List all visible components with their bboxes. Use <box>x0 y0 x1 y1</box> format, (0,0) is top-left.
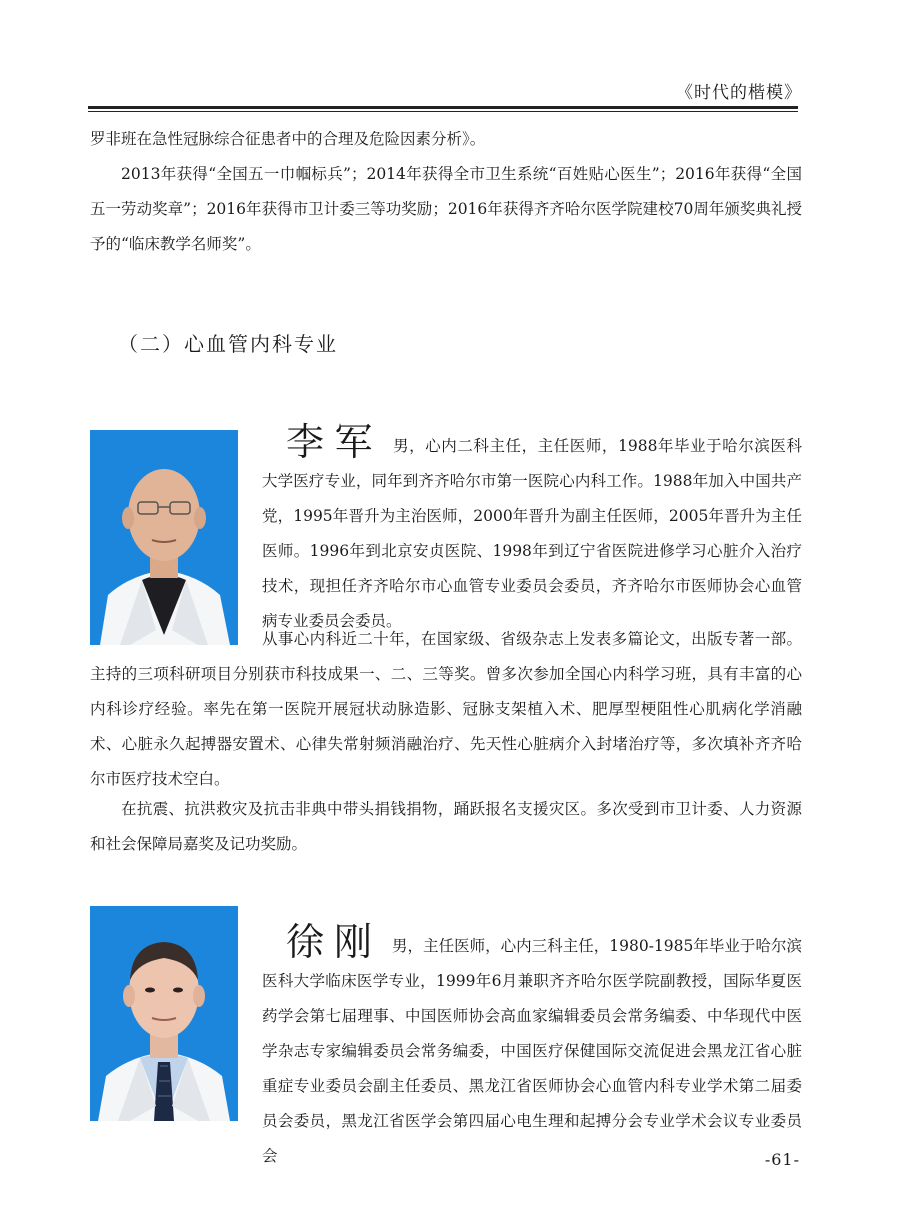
header-title: 《时代的楷模》 <box>676 83 802 103</box>
intro-continuation: 罗非班在急性冠脉综合征患者中的合理及危险因素分析》。 <box>90 130 486 148</box>
bio-li-jun <box>262 420 802 639</box>
portrait-photo-xu-gang <box>90 906 238 1121</box>
bio-paragraph-li-jun-research: 从事心内科近二十年，在国家级、省级杂志上发表多篇论文，出版专著一部。主持的三项科研项目分别获市科技成果一、二、三等奖。曾多次参加全国心内科学习班，具有丰富的心内科诊疗经验。率先在第一医院开展冠状动脉造影、冠脉支架植入术、肥厚型梗阻性心肌病化学消融术、心脏永久起搏器安置术、心律失常射频消融治疗、先天性心脏病介入封堵治疗等，多次填补齐齐哈尔市医疗技术空白。 <box>90 630 802 788</box>
profile-name-li-jun: 李军 <box>286 420 384 464</box>
page-number: -61- <box>764 1150 800 1169</box>
header-rule-thick <box>88 106 798 109</box>
bio-paragraph-li-jun-service: 在抗震、抗洪救灾及抗击非典中带头捐钱捐物，踊跃报名支援灾区。多次受到市卫计委、人力资源和社会保障局嘉奖及记功奖励。 <box>90 800 802 853</box>
bio-intro-li-jun: 男，心内二科主任，主任医师，1988年毕业于哈尔滨医科大学医疗专业，同年到齐齐哈尔市第一医院心内科工作。1988年加入中国共产党，1995年晋升为主治医师，2000年晋升为副主任医师，2005年晋升为主任医师。1996年到北京安贞医院、1998年到辽宁省医院进修学习心脏介入治疗技术，现担任齐齐哈尔市心血管专业委员会委员，齐齐哈尔市医师协会心血管病专业委员会委员。 <box>262 437 802 630</box>
portrait-photo-li-jun <box>90 430 238 645</box>
intro-awards: 2013年获得“全国五一巾帼标兵”；2014年获得全市卫生系统“百姓贴心医生”；2016年获得“全国五一劳动奖章”；2016年获得市卫计委三等功奖励；2016年获得齐齐哈尔医学院建校70周年颁奖典礼授予的“临床教学名师奖”。 <box>90 165 802 253</box>
profile-name-xu-gang: 徐刚 <box>286 920 383 964</box>
bio-intro-xu-gang: 男，主任医师，心内三科主任，1980-1985年毕业于哈尔滨医科大学临床医学专业，1999年6月兼职齐齐哈尔医学院副教授，国际华夏医药学会第七届理事、中国医师协会高血家编辑委员会常务编委、中华现代中医学杂志专家编辑委员会常务编委，中国医疗保健国际交流促进会黑龙江省心脏重症专业委员会副主任委员、黑龙江省医师协会心血管内科专业学术第二届委员会委员，黑龙江省医学会第四届心电生理和起搏分会专业学术会议专业委员会 <box>262 937 802 1165</box>
bio-xu-gang <box>262 920 802 1174</box>
header-rule-thin <box>88 111 798 112</box>
section-heading: （二）心血管内科专业 <box>118 332 338 356</box>
